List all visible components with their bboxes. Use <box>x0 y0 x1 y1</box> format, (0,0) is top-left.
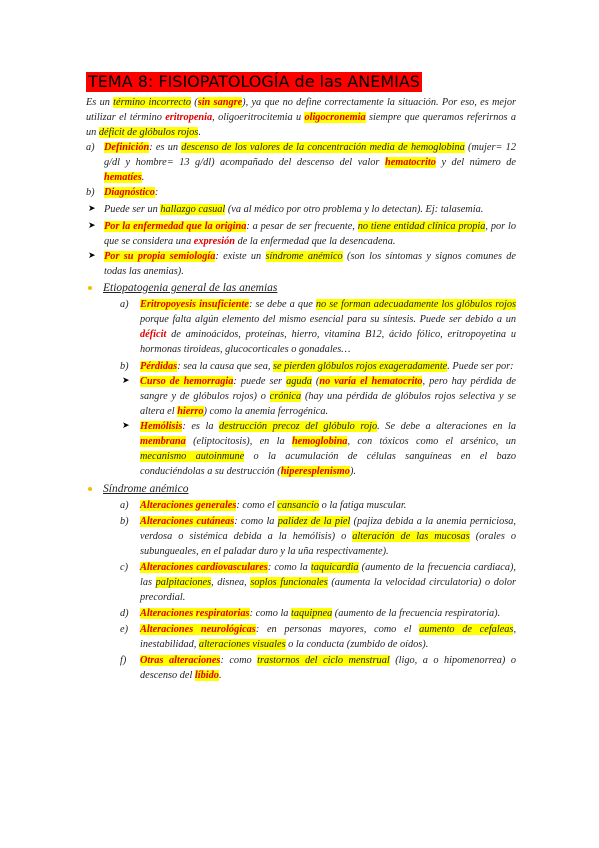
keyword: eritropenia <box>165 112 213 123</box>
text: , con tóxicos como el arsénico, un <box>347 436 516 447</box>
text: , oligoeritrocitemia u <box>212 112 305 123</box>
highlight: palidez de la piel <box>277 516 351 527</box>
symptom-item <box>140 498 516 513</box>
keyword: hematíes <box>104 172 142 183</box>
highlight: no tiene entidad clínica propia <box>357 221 486 232</box>
text: (aumento de la frecuencia cardiaca), las <box>140 562 516 588</box>
keyword: Definición <box>104 142 150 153</box>
text: porque falta algún elemento del mismo esencial para su síntesis. Puede ser debido a un <box>140 314 516 325</box>
list-marker: a) <box>120 500 129 511</box>
text: . Se debe a alteraciones en la <box>377 421 516 432</box>
highlight: se pierden glóbulos rojos exageradamente <box>273 361 448 372</box>
list-marker: b) <box>120 361 129 372</box>
text: . <box>198 127 201 138</box>
text: , por lo que se considera una <box>104 221 516 247</box>
symptom-item <box>140 622 516 652</box>
arrow-bullet-icon: ➤ <box>122 376 130 386</box>
list-marker: f) <box>120 655 127 666</box>
text: : es un <box>149 142 182 153</box>
text: . <box>141 172 145 183</box>
symptom-item <box>140 606 516 621</box>
text: (mujer= 12 g/dl y hombre= 13 g/dl) acompañado del descenso del valor <box>104 142 516 168</box>
page-title: TEMA 8: FISIOPATOLOGÍA de las ANEMIAS <box>88 72 420 91</box>
diagnosis-item <box>104 185 516 200</box>
keyword: hiperesplenismo <box>280 466 350 477</box>
symptom-item <box>140 514 516 559</box>
text: (pajiza debida a la anemia perniciosa, verdosa o sistémica debida a la hemólisis) o <box>140 516 516 542</box>
text: o la acumulación de células sanguíneas en el bazo conduciéndolas a su destrucción ( <box>140 451 516 477</box>
keyword: Hemólisis <box>140 421 183 432</box>
cause-subitem <box>140 374 516 419</box>
keyword: Por la enfermedad que la origina <box>104 221 247 232</box>
text: : como el <box>236 500 278 511</box>
text: de la enfermedad que la desencadena. <box>235 236 396 247</box>
keyword: Eritropoyesis insuficiente <box>140 299 249 310</box>
text: siempre que queramos referirnos a un <box>86 112 516 138</box>
text: y del número de <box>435 157 516 168</box>
text: : en personas mayores, como el <box>255 624 420 635</box>
text: , disnea, <box>211 577 251 588</box>
keyword: líbido <box>194 670 219 681</box>
text: : existe un <box>215 251 266 262</box>
text: o la fatiga muscular. <box>319 500 407 511</box>
keyword: expresión <box>193 236 235 247</box>
keyword: Alteraciones neurológicas <box>140 624 256 635</box>
list-marker: d) <box>120 608 129 619</box>
arrow-bullet-icon: ➤ <box>88 221 96 231</box>
highlight: aumento de cefaleas <box>419 624 514 635</box>
arrow-bullet-icon: ➤ <box>88 204 96 214</box>
text: ) como la anemia ferrogénica. <box>203 406 329 417</box>
list-marker: a) <box>86 142 95 153</box>
text: (aumenta la velocidad circulatoria) o dolor precordial. <box>140 577 517 603</box>
text: . <box>218 670 222 681</box>
keyword: Curso de hemorragia <box>140 376 234 387</box>
highlight: trastornos del ciclo menstrual <box>257 655 390 666</box>
keyword: Por su propia semiología <box>104 251 216 262</box>
text: : sea la causa que sea, <box>177 361 273 372</box>
text: : como la <box>249 608 292 619</box>
diagnosis-point <box>104 219 516 249</box>
highlight: déficit de glóbulos rojos <box>98 127 199 138</box>
symptom-item <box>140 560 516 605</box>
highlight: cansancio <box>277 500 320 511</box>
text: o la conducta (zumbido de oídos). <box>285 639 429 650</box>
cause-subitem <box>140 419 516 479</box>
section-heading: Síndrome anémico <box>103 483 189 495</box>
keyword: Alteraciones respiratorias <box>140 608 250 619</box>
arrow-bullet-icon: ➤ <box>88 251 96 261</box>
text: (va al médico por otro problema y lo detectan). Ej: talasemia. <box>225 204 484 215</box>
definition-item <box>104 140 516 185</box>
highlight: aguda <box>286 376 312 387</box>
text: (ligo, a o hipomenorrea) o descenso del <box>140 655 516 681</box>
text: : como <box>220 655 258 666</box>
text: de aminoácidos, proteínas, hierro, vitamina B12, ácido fólico, eritropoyetina u hormonas tiroideas, glucocorticales o gonadales… <box>140 329 516 355</box>
diagnosis-point <box>104 202 516 217</box>
keyword: hematocrito <box>384 157 436 168</box>
text: , pero hay pérdida de sangre y de glóbulos rojos) o <box>140 376 516 402</box>
intro-paragraph <box>86 95 516 140</box>
list-marker: b) <box>120 516 129 527</box>
text: : <box>154 187 159 198</box>
highlight: destrucción precoz del glóbulo rojo <box>219 421 378 432</box>
keyword: Alteraciones cutáneas <box>140 516 235 527</box>
keyword: hemoglobina <box>291 436 348 447</box>
highlight: mecanismo autoinmune <box>140 451 245 462</box>
text: ( <box>311 376 320 387</box>
text: . Puede ser por: <box>447 361 514 372</box>
bullet-icon <box>88 286 92 290</box>
bullet-icon <box>88 487 92 491</box>
highlight: hallazgo casual <box>160 204 226 215</box>
keyword: Alteraciones cardiovasculares <box>140 562 268 573</box>
keyword: hierro <box>177 406 204 417</box>
list-marker: c) <box>120 562 128 573</box>
text: Puede ser un <box>104 204 161 215</box>
text: : como la <box>234 516 278 527</box>
highlight: crónica <box>269 391 302 402</box>
highlight: síndrome anémico <box>265 251 343 262</box>
text: : puede ser <box>233 376 287 387</box>
text: ( <box>190 97 198 108</box>
text: Es un <box>86 97 114 108</box>
list-marker: b) <box>86 187 95 198</box>
text: : es la <box>182 421 220 432</box>
keyword: Alteraciones generales <box>140 500 237 511</box>
text: ), ya que no define correctamente la situación. Por eso, es mejor utilizar el término <box>86 97 516 123</box>
list-marker: e) <box>120 624 128 635</box>
text: (hay una pérdida de glóbulos rojos selectiva y se altera el <box>140 391 516 417</box>
section-heading: Etiopatogenia general de las anemias <box>103 282 278 294</box>
keyword: Pérdidas <box>140 361 178 372</box>
keyword: no varía el hematocrito <box>319 376 423 387</box>
text: , inestabilidad, <box>140 624 517 650</box>
highlight: taquipnea <box>291 608 333 619</box>
text: ). <box>349 466 356 477</box>
cause-item <box>140 359 516 374</box>
keyword: sin sangre <box>197 97 243 108</box>
list-marker: a) <box>120 299 129 310</box>
keyword: déficit <box>140 329 167 340</box>
highlight: no se forman adecuadamente los glóbulos rojos <box>315 299 516 310</box>
cause-item <box>140 297 516 357</box>
highlight: taquicardia <box>310 562 359 573</box>
text: (aumento de la frecuencia respiratoria). <box>332 608 501 619</box>
symptom-item <box>140 653 516 683</box>
arrow-bullet-icon: ➤ <box>122 421 130 431</box>
diagnosis-point <box>104 249 516 279</box>
highlight: alteraciones visuales <box>198 639 286 650</box>
highlight: alteración de las mucosas <box>352 531 470 542</box>
text: (orales o subungueales, en el paladar duro y la uña respectivamente). <box>140 531 517 557</box>
text: (eliptocitosis), en la <box>185 436 292 447</box>
text: : se debe a que <box>248 299 316 310</box>
keyword: Otras alteraciones <box>140 655 221 666</box>
highlight: término incorrecto <box>113 97 191 108</box>
highlight: descenso de los valores de la concentración media de hemoglobina <box>181 142 465 153</box>
text: (son los síntomas y signos comunes de todas las anemias). <box>104 251 516 277</box>
keyword: oligocronemia <box>304 112 366 123</box>
text: : a pesar de ser frecuente, <box>246 221 358 232</box>
highlight: soplos funcionales <box>250 577 328 588</box>
highlight: palpitaciones <box>155 577 212 588</box>
keyword: membrana <box>140 436 186 447</box>
text: : como la <box>267 562 311 573</box>
keyword: Diagnóstico <box>104 187 155 198</box>
